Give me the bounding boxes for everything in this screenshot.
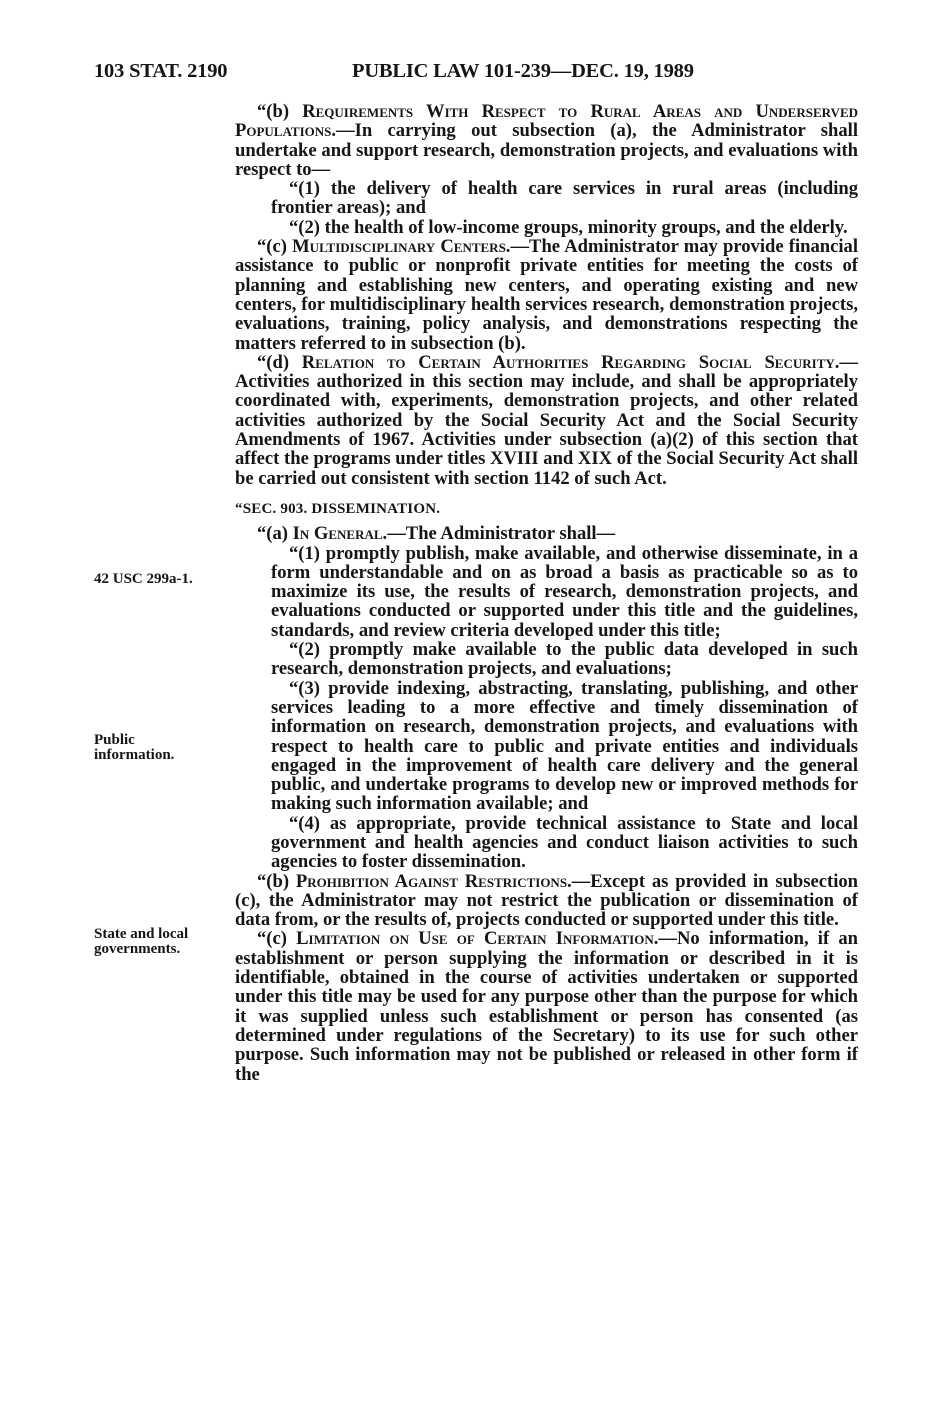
paragraph-a2: “(2) promptly make available to the public data developed in such research, demonstration projects, and evaluations; <box>271 639 858 680</box>
subsection-heading: Multidisciplinary Centers. <box>292 236 511 258</box>
subsection-b-rural: “(b) Requirements With Respect to Rural Areas and Underserved Populations.—In carrying out subsection (a), the Administrator shall undertake and support research, demonstration projects, and evaluations with respect to— <box>235 101 859 180</box>
stat-page-number: 103 STAT. 2190 <box>94 60 228 82</box>
statute-text <box>235 102 858 1084</box>
section-903-heading: “SEC. 903. DISSEMINATION. <box>235 500 441 517</box>
paragraph-a4: “(4) as appropriate, provide technical assistance to State and local government and health agencies and conduct liaison activities to such agencies to foster dissemination. <box>271 812 858 873</box>
subsection-c-limitation: “(c) Limitation on Use of Certain Information.—No information, if an establishment or person supplying the information or described in it is identifiable, obtained in the course of activities undertaken or supported under this title may be used for any purpose other than the purpose for which it was supplied unless such establishment or person has consented (as determined under regulations of the Secretary) to its use for such other purpose. Such information may not be published or released in other form if the <box>235 928 859 1085</box>
margin-note-usc: 42 USC 299a-1. <box>94 571 193 587</box>
margin-note-state-local: State and local governments. <box>94 926 189 957</box>
subsection-heading: Prohibition Against Restrictions. <box>295 870 572 892</box>
paragraph-b2: “(2) the health of low-income groups, minority groups, and the elderly. <box>289 216 848 238</box>
page-header <box>94 60 694 83</box>
paragraph-a1: “(1) promptly publish, make available, and otherwise disseminate, in a form understandable and on as broad a basis as practicable so as to maximize its use, the results of research, demonstration projects, and evaluations conducted or supported under this title and the guidelines, standards, and review criteria developed under this title; <box>271 542 858 641</box>
paragraph-a3: “(3) provide indexing, abstracting, translating, publishing, and other services leading to a more effective and timely dissemination of information on research, demonstration projects, and evaluations with respect to health care to public and private entities and individuals engaged in the improvement of health care delivery and the general public, and undertake programs to develop new or improved methods for making such information available; and <box>271 677 858 815</box>
subsection-b-prohibition: “(b) Prohibition Against Restrictions.—Except as provided in subsection (c), the Administrator may not restrict the publication or dissemination of data from, or the results of, projects conducted or supported under this title. <box>235 870 858 931</box>
subsection-heading: Requirements With Respect to Rural Areas and Underserved Populations. <box>235 101 859 142</box>
subsection-heading: In General. <box>292 523 388 545</box>
margin-note-public-information: Public information. <box>94 732 175 763</box>
subsection-heading: Relation to Certain Authorities Regarding Social Security. <box>301 351 840 373</box>
subsection-c-multidisciplinary: “(c) Multidisciplinary Centers.—The Administrator may provide financial assistance to public or nonprofit private entities for meeting the costs of planning and establishing new centers, and operating existing and new centers, for multidisciplinary health services research, demonstration projects, evaluations, training, policy analysis, and demonstrations respecting the matters referred to in subsection (b). <box>235 236 858 354</box>
public-law-title: PUBLIC LAW 101-239—DEC. 19, 1989 <box>352 60 694 82</box>
subsection-a-general: “(a) In General.—The Administrator shall— <box>257 523 616 545</box>
subsection-d-relation: “(d) Relation to Certain Authorities Regarding Social Security.—Activities authorized in this section may include, and shall be appropriately coordinated with, experiments, demonstration projects, and other related activities authorized by the Social Security Act and the Social Security Amendments of 1967. Activities under subsection (a)(2) of this section that affect the programs under titles XVIII and XIX of the Social Security Act shall be carried out consistent with section 1142 of such Act. <box>235 351 858 489</box>
paragraph-b1: “(1) the delivery of health care services in rural areas (including frontier areas); and <box>271 178 858 219</box>
subsection-heading: Limitation on Use of Certain Information. <box>296 928 659 950</box>
